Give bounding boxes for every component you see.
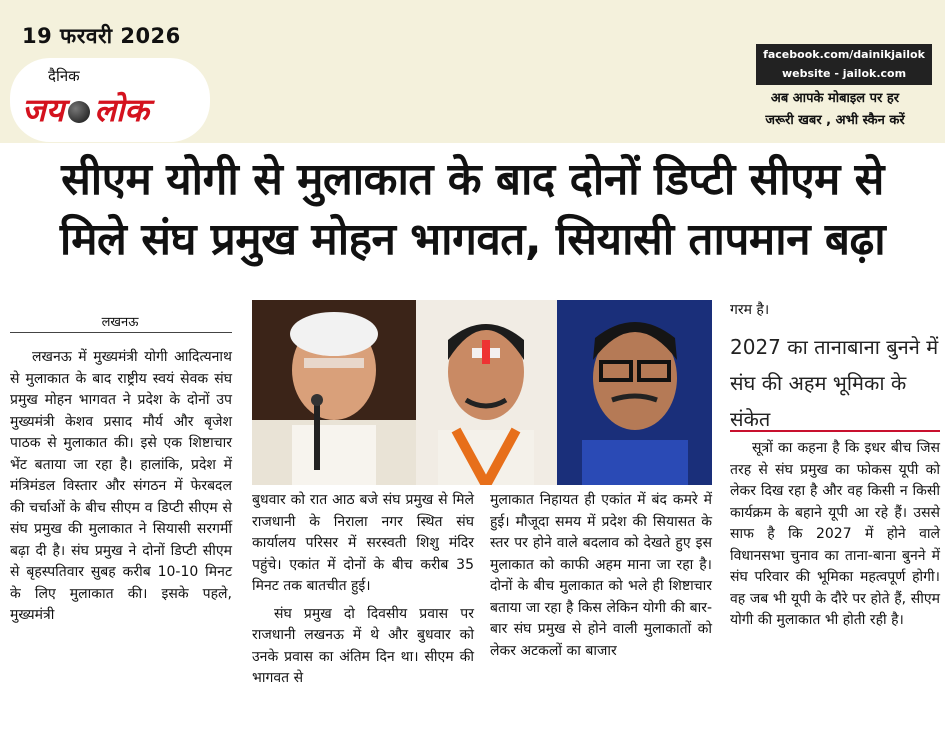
col2-paragraph-2: संघ प्रमुख दो दिवसीय प्रवास पर राजधानी लखनऊ में थे और बुधवार को उनके प्रवास का अंतिम दिन था। सीएम की भागवत से	[252, 605, 474, 686]
tagline-line-2: जरूरी खबर , अभी स्कैन करें	[765, 113, 905, 128]
photo-brajesh-pathak	[557, 300, 712, 485]
headline	[0, 150, 945, 270]
issue-date: 19 फरवरी 2026	[22, 24, 181, 48]
logo-right-text: लोक	[94, 91, 149, 129]
logo-left-text: जय	[22, 91, 65, 129]
social-box	[756, 44, 932, 85]
column-1	[10, 347, 232, 627]
photo-mohan-bhagwat	[252, 300, 416, 485]
headline-line-1: सीएम योगी से मुलाकात के बाद दोनों डिप्टी सीएम से	[61, 154, 884, 205]
tagline-line-1: अब आपके मोबाइल पर हर	[770, 91, 900, 106]
dateline-rule	[10, 332, 232, 333]
logo-wordmark	[22, 88, 149, 131]
website-link: website - jailok.com	[781, 67, 907, 80]
col1-paragraph: लखनऊ में मुख्यमंत्री योगी आदित्यनाथ से मुलाकात के बाद राष्ट्रीय स्वयं सेवक संघ प्रमुख मोहन भागवत ने प्रदेश के दोनों उप मुख्यमंत्री केशव प्रसाद मौर्य और बृजेश पाठक से मुलाकात की। इसे एक शिष्टाचार भेंट बताया जा रहा है। हालांकि, प्रदेश में मंत्रिमंडल विस्तार और संगठन में फेरबदल की चर्चाओं के बीच सीएम व डिप्टी सीएम से संघ प्रमुख की मुलाकात ने सियासी सरगर्मी बढ़ा दी है। संघ प्रमुख ने दोनों डिप्टी सीएम से बृहस्पतिवार सुबह करीब 10-10 मिनट के लिए मुलाकात की। इसके पहले, मुख्यमंत्री	[10, 349, 232, 623]
headline-line-2: मिले संघ प्रमुख मोहन भागवत, सियासी तापमान बढ़ा	[59, 214, 886, 265]
subheading-rule	[730, 430, 940, 432]
globe-icon	[68, 101, 90, 123]
subheading: 2027 का तानाबाना बुनने में संघ की अहम भूमिका के संकेत	[730, 335, 939, 431]
photo-strip	[252, 300, 712, 485]
masthead	[0, 0, 945, 143]
scan-tagline	[735, 88, 935, 132]
col4-carryover: गरम है।	[730, 302, 770, 318]
logo-small-text: दैनिक	[48, 67, 80, 85]
col4-paragraph: सूत्रों का कहना है कि इधर बीच जिस तरह से संघ प्रमुख का फोकस यूपी को लेकर दिख रहा है और वह किसी न किसी कार्यक्रम के बहाने यूपी आ रहे हैं। उससे साफ है कि 2027 में होने वाले विधानसभा चुनाव का ताना-बाना बुनने में संघ परिवार की भूमिका महत्वपूर्ण होगी। वह जब भी यूपी के दौरे पर होते हैं, सीएम योगी की मुलाकात भी होती रही है।	[730, 440, 940, 628]
column-2	[252, 490, 474, 690]
column-3	[490, 490, 712, 662]
column-4-top	[730, 300, 940, 322]
col3-paragraph: मुलाकात निहायत ही एकांत में बंद कमरे में हुई। मौजूदा समय में प्रदेश की सियासत के स्तर पर होने वाले बदलाव को देखते हुए इस मुलाकात को काफी अहम माना जा रहा है। दोनों के बीच मुलाकात को भले ही शिष्टाचार बताया जा रहा है किस लेकिन योगी की बार-बार संघ प्रमुख से होने वाली मुलाकातों को लेकर अटकलों का बाजार	[490, 492, 712, 659]
dateline: लखनऊ	[101, 315, 139, 330]
facebook-link: facebook.com/dainikjailok	[763, 48, 925, 61]
col2-paragraph-1: बुधवार को रात आठ बजे संघ प्रमुख से मिले राजधानी के निराला नगर स्थित संघ कार्यालय परिसर में सरस्वती शिशु मंदिर पहुंचे। एकांत में दोनों के बीच करीब 35 मिनट तक बातचीत हुई।	[252, 492, 474, 594]
photo-keshav-maurya	[416, 300, 557, 485]
newspaper-logo	[10, 58, 210, 142]
column-4	[730, 438, 940, 632]
